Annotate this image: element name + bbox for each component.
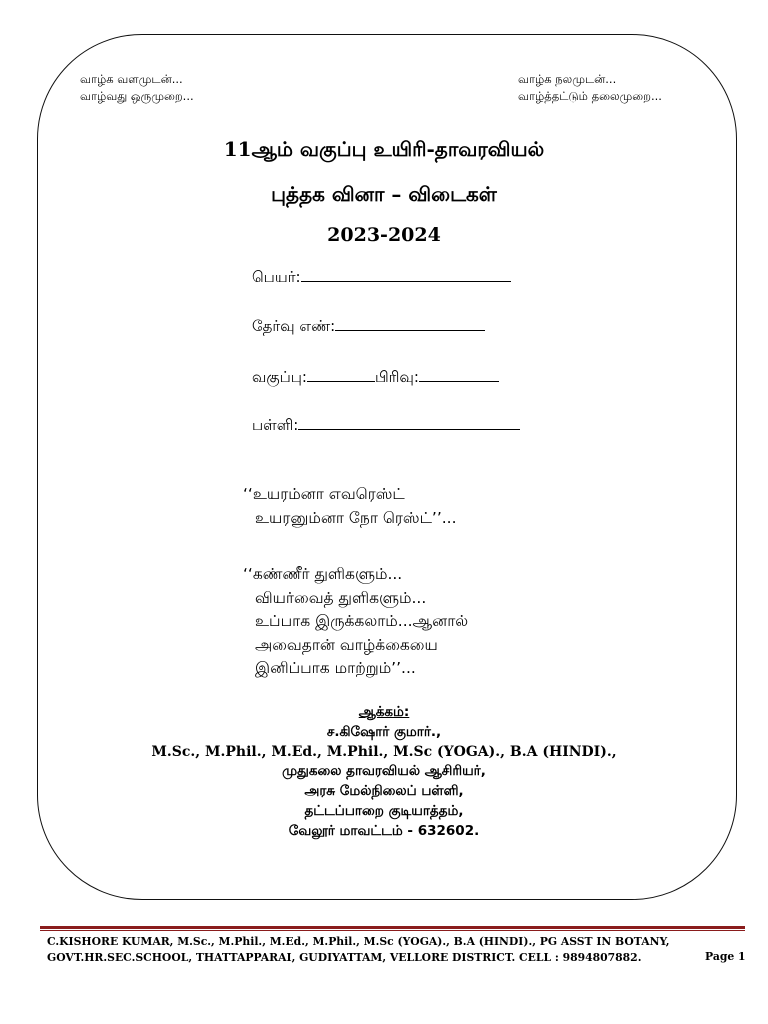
class-blank-line: [307, 367, 375, 382]
quote-line: அவைதான் வாழ்க்கையை: [255, 635, 438, 654]
quote-line: உயரனும்னா நோ ரெஸ்ட்’’...: [255, 508, 457, 527]
quote-line: ‘‘கண்ணீர் துளிகளும்...: [243, 565, 403, 583]
page-number: Page 1: [705, 950, 746, 963]
footer-line: C.KISHORE KUMAR, M.Sc., M.Phil., M.Ed., M.Phil., M.Sc (YOGA)., B.A (HINDI)., PG ASST IN BOTANY,: [47, 935, 670, 948]
school-blank-line: [298, 415, 520, 430]
credits-block: [0, 703, 768, 842]
document-subtitle: புத்தக வினா – விடைகள்: [271, 182, 497, 206]
greeting-right-line: வாழ்க நலமுடன்...: [518, 72, 617, 86]
school-district: வேலூர் மாவட்டம் - 632602.: [288, 822, 480, 839]
author-designation: முதுகலை தாவரவியல் ஆசிரியர்,: [282, 763, 486, 780]
footer-rule: [40, 926, 745, 929]
name-field: [252, 267, 511, 288]
credits-label: ஆக்கம்:: [358, 704, 410, 720]
quote-line: வியர்வைத் துளிகளும்...: [255, 588, 427, 607]
greeting-right: [518, 71, 662, 105]
footer: [47, 934, 670, 966]
school-label: பள்ளி:: [252, 416, 299, 434]
quote-everest: [243, 483, 457, 530]
quote-line: இனிப்பாக மாற்றும்’’...: [255, 659, 416, 677]
name-blank-line: [301, 267, 511, 282]
school-name: அரசு மேல்நிலைப் பள்ளி,: [304, 783, 464, 800]
greeting-left-line: வாழ்க வளமுடன்...: [80, 72, 183, 86]
section-label: பிரிவு:: [374, 368, 419, 386]
section-blank-line: [419, 367, 499, 382]
quote-line: ‘‘உயரம்னா எவரெஸ்ட்: [243, 485, 405, 503]
footer-rule-thin: [40, 930, 745, 931]
greeting-left: [80, 71, 194, 105]
greeting-right-line: வாழ்த்தட்டும் தலைமுறை...: [518, 89, 662, 103]
author-qualifications: M.Sc., M.Phil., M.Ed., M.Phil., M.Sc (YOGA)., B.A (HINDI).,: [151, 743, 617, 760]
school-place: தட்டப்பாறை குடியாத்தம்,: [304, 802, 464, 819]
quote-line: உப்பாக இருக்கலாம்...ஆனால்: [255, 612, 469, 630]
school-field: [252, 415, 520, 436]
academic-year: 2023-2024: [327, 224, 441, 246]
exam-number-blank-line: [335, 316, 485, 331]
class-section-field: [252, 367, 499, 388]
greeting-left-line: வாழ்வது ஒருமுறை...: [80, 89, 194, 103]
exam-number-label: தேர்வு எண்:: [252, 317, 336, 335]
footer-line: GOVT.HR.SEC.SCHOOL, THATTAPPARAI, GUDIYATTAM, VELLORE DISTRICT. CELL : 9894807882.: [47, 951, 642, 964]
quote-tears-sweat: [243, 563, 468, 681]
name-label: பெயர்:: [252, 268, 301, 286]
document-title: 11ஆம் வகுப்பு உயிரி-தாவரவியல்: [223, 137, 545, 161]
author-name: ச.கிஷோர் குமார்.,: [326, 723, 442, 740]
class-label: வகுப்பு:: [252, 368, 307, 386]
exam-number-field: [252, 316, 485, 337]
